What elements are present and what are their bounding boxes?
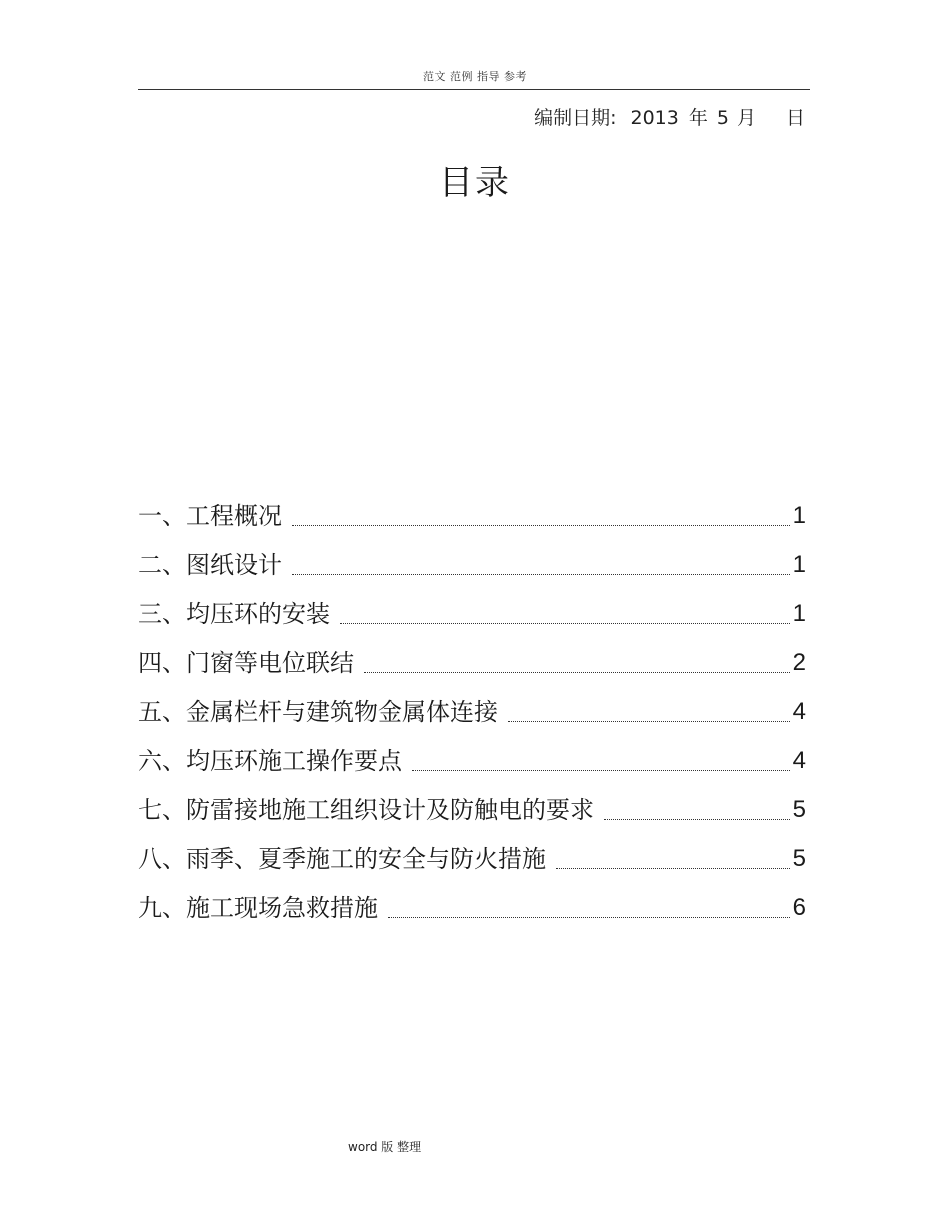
- toc-entry[interactable]: [138, 775, 806, 824]
- toc-entry[interactable]: [138, 726, 806, 775]
- page-header: 范文 范例 指导 参考: [423, 70, 527, 83]
- toc-entry-page: 2: [792, 649, 806, 676]
- toc-entry-label: 二、图纸设计: [138, 551, 282, 579]
- toc-entry-page: 1: [792, 551, 806, 578]
- toc-leader-dots: [604, 819, 790, 820]
- toc-leader-dots: [364, 672, 790, 673]
- toc-entry-label: 七、防雷接地施工组织设计及防触电的要求: [138, 796, 594, 824]
- compile-date-label: 编制日期:: [534, 107, 617, 129]
- compile-date-day-unit: 日: [785, 107, 805, 129]
- toc-leader-dots: [508, 721, 790, 722]
- toc-entry-label: 八、雨季、夏季施工的安全与防火措施: [138, 845, 546, 873]
- toc-entry-label: 九、施工现场急救措施: [138, 894, 378, 922]
- compile-date: [534, 103, 805, 130]
- toc-leader-dots: [556, 868, 790, 869]
- toc-entry[interactable]: [138, 481, 806, 530]
- toc-entry-label: 四、门窗等电位联结: [138, 649, 354, 677]
- compile-date-year-unit: 年: [688, 107, 708, 129]
- toc-leader-dots: [340, 623, 790, 624]
- toc-entry-page: 1: [792, 600, 806, 627]
- toc-leader-dots: [292, 525, 790, 526]
- toc-entry-page: 1: [792, 502, 806, 529]
- page-footer: word 版 整理: [348, 1140, 422, 1154]
- table-of-contents: [138, 481, 806, 922]
- toc-entry-label: 五、金属栏杆与建筑物金属体连接: [138, 698, 498, 726]
- toc-leader-dots: [412, 770, 790, 771]
- compile-date-month: 5: [716, 107, 729, 129]
- compile-date-year: 2013: [630, 107, 679, 129]
- toc-entry-page: 5: [792, 845, 806, 872]
- compile-date-month-unit: 月: [736, 107, 756, 129]
- toc-entry[interactable]: [138, 579, 806, 628]
- toc-entry[interactable]: [138, 873, 806, 922]
- toc-entry-page: 4: [792, 698, 806, 725]
- toc-entry-page: 6: [792, 894, 806, 921]
- toc-title: 目录: [439, 163, 511, 203]
- toc-entry-page: 5: [792, 796, 806, 823]
- toc-entry-label: 三、均压环的安装: [138, 600, 330, 628]
- header-divider: [138, 89, 810, 90]
- toc-entry[interactable]: [138, 628, 806, 677]
- toc-leader-dots: [388, 917, 790, 918]
- toc-entry[interactable]: [138, 824, 806, 873]
- toc-entry-page: 4: [792, 747, 806, 774]
- toc-entry-label: 六、均压环施工操作要点: [138, 747, 402, 775]
- toc-entry-label: 一、工程概况: [138, 502, 282, 530]
- toc-entry[interactable]: [138, 677, 806, 726]
- toc-entry[interactable]: [138, 530, 806, 579]
- toc-leader-dots: [292, 574, 790, 575]
